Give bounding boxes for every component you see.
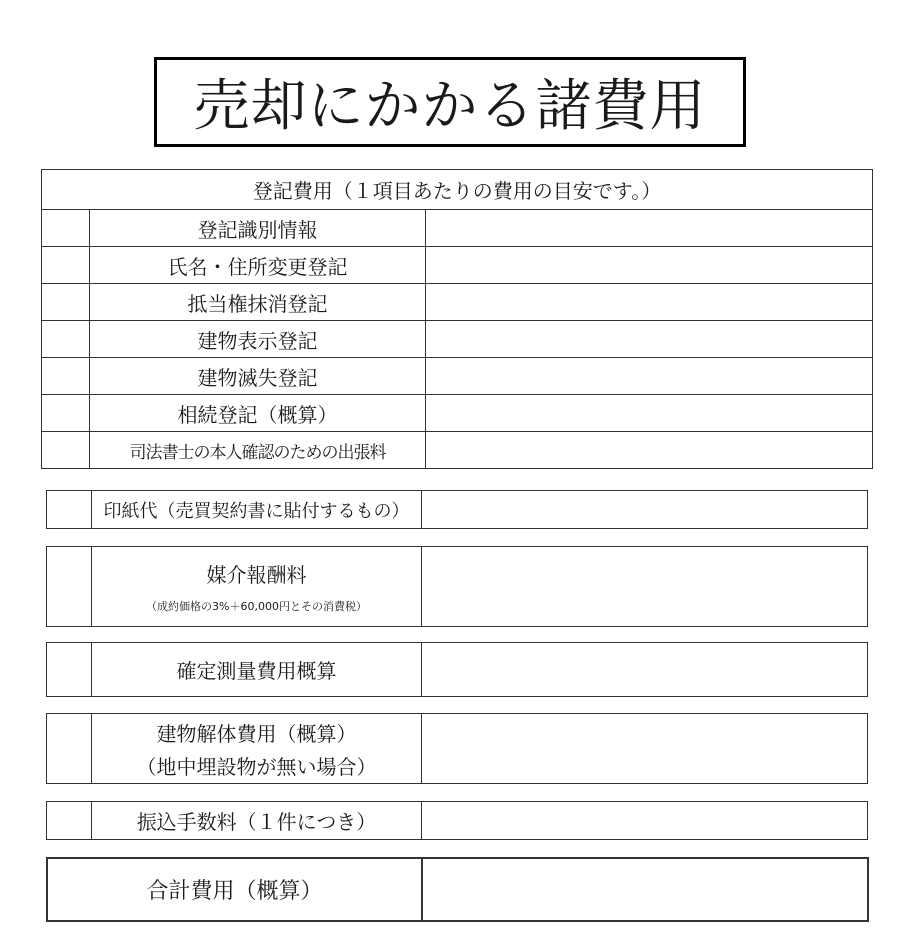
row-note: （成約価格の3%＋60,000円とその消費税）	[146, 600, 367, 613]
row-value[interactable]	[426, 395, 873, 432]
total-table	[46, 857, 869, 922]
row-label: 氏名・住所変更登記	[90, 247, 426, 284]
table-row	[47, 714, 868, 784]
table-row	[42, 284, 873, 321]
row-value[interactable]	[426, 210, 873, 247]
row-value[interactable]	[422, 491, 868, 529]
checkbox-cell[interactable]	[42, 247, 90, 284]
row-label-cell	[92, 547, 422, 627]
row-value[interactable]	[426, 321, 873, 358]
row-value[interactable]	[422, 643, 868, 697]
checkbox-cell[interactable]	[47, 802, 92, 840]
table-row	[47, 802, 868, 840]
page-title: 売却にかかる諸費用	[193, 74, 707, 139]
row-label-cell	[92, 714, 422, 784]
checkbox-cell[interactable]	[47, 491, 92, 529]
checkbox-cell[interactable]	[42, 210, 90, 247]
stamp-table	[46, 490, 868, 529]
table-row	[42, 358, 873, 395]
checkbox-cell[interactable]	[42, 358, 90, 395]
checkbox-cell[interactable]	[47, 547, 92, 627]
checkbox-cell[interactable]	[47, 643, 92, 697]
checkbox-cell[interactable]	[42, 321, 90, 358]
checkbox-cell[interactable]	[42, 432, 90, 469]
row-value[interactable]	[426, 284, 873, 321]
row-value[interactable]	[422, 802, 868, 840]
transfer-fee-table	[46, 801, 868, 840]
row-value[interactable]	[426, 432, 873, 469]
table-row	[42, 395, 873, 432]
row-label: 抵当権抹消登記	[90, 284, 426, 321]
survey-table	[46, 642, 868, 697]
row-label-line1: 建物解体費用（概算）	[156, 721, 357, 746]
row-label: 媒介報酬料	[206, 563, 307, 587]
checkbox-cell[interactable]	[42, 395, 90, 432]
row-label: 司法書士の本人確認のための出張料	[90, 432, 426, 469]
brokerage-table	[46, 546, 868, 627]
row-label: 確定測量費用概算	[92, 643, 422, 697]
row-label: 建物表示登記	[90, 321, 426, 358]
table-row	[47, 858, 868, 921]
row-label: 登記識別情報	[90, 210, 426, 247]
row-value[interactable]	[426, 358, 873, 395]
table-row	[42, 247, 873, 284]
total-value[interactable]	[422, 858, 868, 921]
row-label: 印紙代（売買契約書に貼付するもの）	[92, 491, 422, 529]
title-box	[154, 57, 746, 147]
row-value[interactable]	[426, 247, 873, 284]
registration-header: 登記費用（１項目あたりの費用の目安です。）	[42, 170, 873, 210]
row-value[interactable]	[422, 547, 868, 627]
registration-table	[41, 169, 873, 469]
total-label: 合計費用（概算）	[47, 858, 422, 921]
row-label: 振込手数料（１件につき）	[92, 802, 422, 840]
row-label-line2: （地中埋設物が無い場合）	[136, 754, 377, 779]
row-label: 建物滅失登記	[90, 358, 426, 395]
row-label: 相続登記（概算）	[90, 395, 426, 432]
table-row	[42, 321, 873, 358]
checkbox-cell[interactable]	[47, 714, 92, 784]
table-row	[47, 643, 868, 697]
table-row	[47, 491, 868, 529]
registration-header-row	[42, 170, 873, 210]
table-row	[42, 210, 873, 247]
checkbox-cell[interactable]	[42, 284, 90, 321]
demolition-table	[46, 713, 868, 784]
table-row	[47, 547, 868, 627]
row-value[interactable]	[422, 714, 868, 784]
table-row	[42, 432, 873, 469]
